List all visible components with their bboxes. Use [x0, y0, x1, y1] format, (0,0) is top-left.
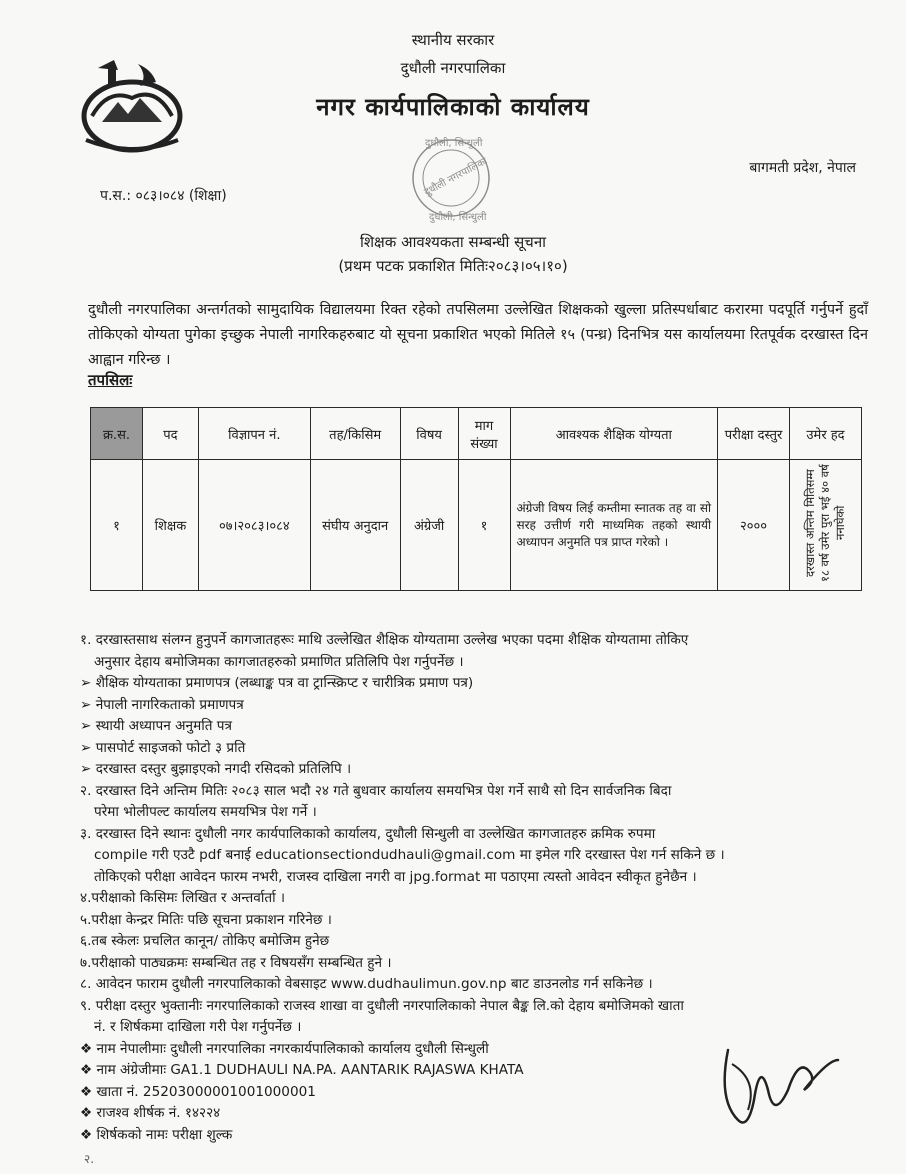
header-subject: विषय — [400, 408, 458, 460]
header-post: पद — [142, 408, 198, 460]
list-item: ➢ दरखास्त दस्तुर बुझाइएको नगदी रसिदको प्रतिलिपि । — [80, 761, 352, 777]
cell-age — [790, 460, 862, 591]
list-item: ८. आवेदन फाराम दुधौली नगरपालिकाको वेबसाइट www.dudhaulimun.gov.np बाट डाउनलोड गर्न सकिनेछ । — [80, 976, 653, 992]
list-item: ९. परीक्षा दस्तुर भुक्तानीः नगरपालिकाको राजस्व शाखा वा दुधौली नगरपालिकाको नेपाल बैङ्क लि.को देहाय बमोजिमको खाता — [80, 997, 684, 1014]
list-item: ➢ शैक्षिक योग्यताका प्रमाणपत्र (लब्धाङ्क पत्र वा ट्रान्स्क्रिप्ट र चारीत्रिक प्रमाण पत्र) — [80, 675, 474, 691]
header-fee: परीक्षा दस्तुर — [718, 408, 790, 460]
list-item: तोकिएको परीक्षा आवेदन फारम नभरी, राजस्व दाखिला नगरी वा jpg.format मा पठाएमा त्यस्तो आवेदन स्वीकृत हुनेछैन । — [94, 868, 697, 885]
header-age: उमेर हद — [790, 408, 862, 460]
age-limit-text: दरखास्त अन्तिम मितिसम्म १८ वर्ष उमेर पुरा भई ४० वर्ष ननाघेको — [803, 464, 847, 582]
cell-demand: १ — [458, 460, 510, 591]
header-ad-no: विज्ञापन नं. — [198, 408, 310, 460]
stamp-line-3: दुधौली, सिन्धुली — [429, 212, 487, 223]
list-item: ७.परीक्षाको पाठ्यक्रमः सम्बन्धित तह र विषयसँग सम्बन्धित हुने । — [80, 954, 392, 971]
list-item: ❖ शिर्षकको नामः परीक्षा शुल्क — [80, 1126, 233, 1143]
table-header-row — [91, 408, 862, 460]
list-item: ३. दरखास्त दिने स्थानः दुधौली नगर कार्यपालिकाको कार्यालय, दुधौली सिन्धुली वा उल्लेखित कागजातहरु क्रमिक रुपमा — [80, 825, 656, 842]
province-label: बागमती प्रदेश, नेपाल — [749, 160, 856, 176]
header-demand: माग संख्या — [458, 408, 510, 460]
list-item: १. दरखास्तसाथ संलग्न हुनुपर्ने कागजातहरूः माथि उल्लेखित शैक्षिक योग्यतामा उल्लेख भएका पदमा शैक्षिक योग्यतामा तोकिए — [80, 632, 689, 648]
page-number: २. — [84, 1152, 95, 1166]
vacancy-table — [90, 407, 862, 591]
stamp-line-2: दुधौली नगरपालिका — [422, 155, 490, 199]
notice-subtitle: (प्रथम पटक प्रकाशित मितिः२०८३।०५।१०) — [338, 257, 568, 275]
list-item: ६.तब स्केलः प्रचलित कानून/ तोकिए बमोजिम हुनेछ — [80, 933, 330, 949]
list-item: ❖ खाता नं. 25203000001001000001 — [80, 1083, 316, 1100]
list-item: ➢ पासपोर्ट साइजको फोटो ३ प्रति — [80, 739, 246, 756]
cell-sn: १ — [91, 460, 143, 591]
cell-subject: अंग्रेजी — [400, 460, 458, 591]
list-item: ❖ नाम अंग्रेजीमाः GA1.1 DUDHAULI NA.PA. AANTARIK RAJASWA KHATA — [80, 1062, 524, 1078]
cell-level: संघीय अनुदान — [310, 460, 400, 591]
cell-post: शिक्षक — [142, 460, 198, 591]
list-item: ५.परीक्षा केन्द्रर मितिः पछि सूचना प्रकाशन गरिनेछ । — [80, 911, 332, 928]
stamp-line-1: दुधौली, सिन्धुली — [425, 138, 483, 149]
list-item: अनुसार देहाय बमोजिमका कागजातहरुको प्रमाणित प्रतिलिपि पेश गर्नुपर्नेछ । — [94, 653, 464, 670]
intro-paragraph: दुधौली नगरपालिका अन्तर्गतको सामुदायिक विद्यालयमा रिक्त रहेको तपसिलमा उल्लेखित शिक्षकको खुल्ला प्रतिस्पर्धाबाट करारमा पदपूर्ति गर्नुपर्ने हुदाँ तोकिएको योग्यता पुगेका इच्छुक नेपाली नागरिकहरुबाट यो सूचना प्रकाशित भएको मितिले १५ (पन्ध्र) दिनभित्र यस कार्यालयमा रितपूर्वक दरखास्त दिन आह्वान गरिन्छ । — [88, 302, 868, 368]
table-row — [91, 460, 862, 591]
list-item: ४.परीक्षाको किसिमः लिखित र अन्तर्वार्ता । — [80, 890, 286, 906]
list-item: ❖ नाम नेपालीमाः दुधौली नगरपालिका नगरकार्यपालिकाको कार्यालय दुधौली सिन्धुली — [80, 1040, 489, 1057]
signature-icon — [708, 1030, 848, 1140]
cell-qualification: अंग्रेजी विषय लिई कम्तीमा स्नातक तह वा सो सरह उत्तीर्ण गरी माध्यमिक तहको स्थायी अध्यापन अनुमति पत्र प्राप्त गरेको । — [510, 460, 718, 591]
office-title: नगर कार्यपालिकाको कार्यालय — [316, 93, 590, 121]
list-item: ➢ नेपाली नागरिकताको प्रमाणपत्र — [80, 696, 244, 713]
list-item: परेमा भोलीपल्ट कार्यालय समयभित्र पेश गर्ने । — [94, 804, 317, 820]
office-stamp — [395, 128, 513, 228]
cell-ad-no: ०७।२०८३।०८४ — [198, 460, 310, 591]
list-item: ❖ राजश्व शीर्षक नं. १४२२४ — [80, 1105, 221, 1121]
header-qualification: आवश्यक शैक्षिक योग्यता — [510, 408, 718, 460]
details-heading: तपसिलः — [88, 371, 133, 389]
list-item: ➢ स्थायी अध्यापन अनुमति पत्र — [80, 718, 233, 734]
cell-fee: २००० — [718, 460, 790, 591]
header-level: तह/किसिम — [310, 408, 400, 460]
list-item: नं. र शिर्षकमा दाखिला गरी पेश गर्नुपर्नेछ । — [94, 1019, 302, 1035]
list-item: २. दरखास्त दिने अन्तिम मितिः २०८३ साल भदौ २४ गते बुधवार कार्यालय समयभित्र पेश गर्ने साथै सो दिन सार्वजनिक बिदा — [80, 782, 672, 799]
list-item: compile गरी एउटै pdf बनाई educationsectiondudhauli@gmail.com मा इमेल गरि दरखास्त पेश गर्न सकिने छ । — [94, 847, 725, 863]
government-label: स्थानीय सरकार — [411, 31, 495, 49]
reference-number: प.स.: ०८३।०८४ (शिक्षा) — [100, 188, 227, 204]
notice-title: शिक्षक आवश्यकता सम्बन्धी सूचना — [359, 233, 547, 251]
municipality-name: दुधौली नगरपालिका — [400, 59, 506, 77]
header-sn: क्र.स. — [91, 408, 143, 460]
